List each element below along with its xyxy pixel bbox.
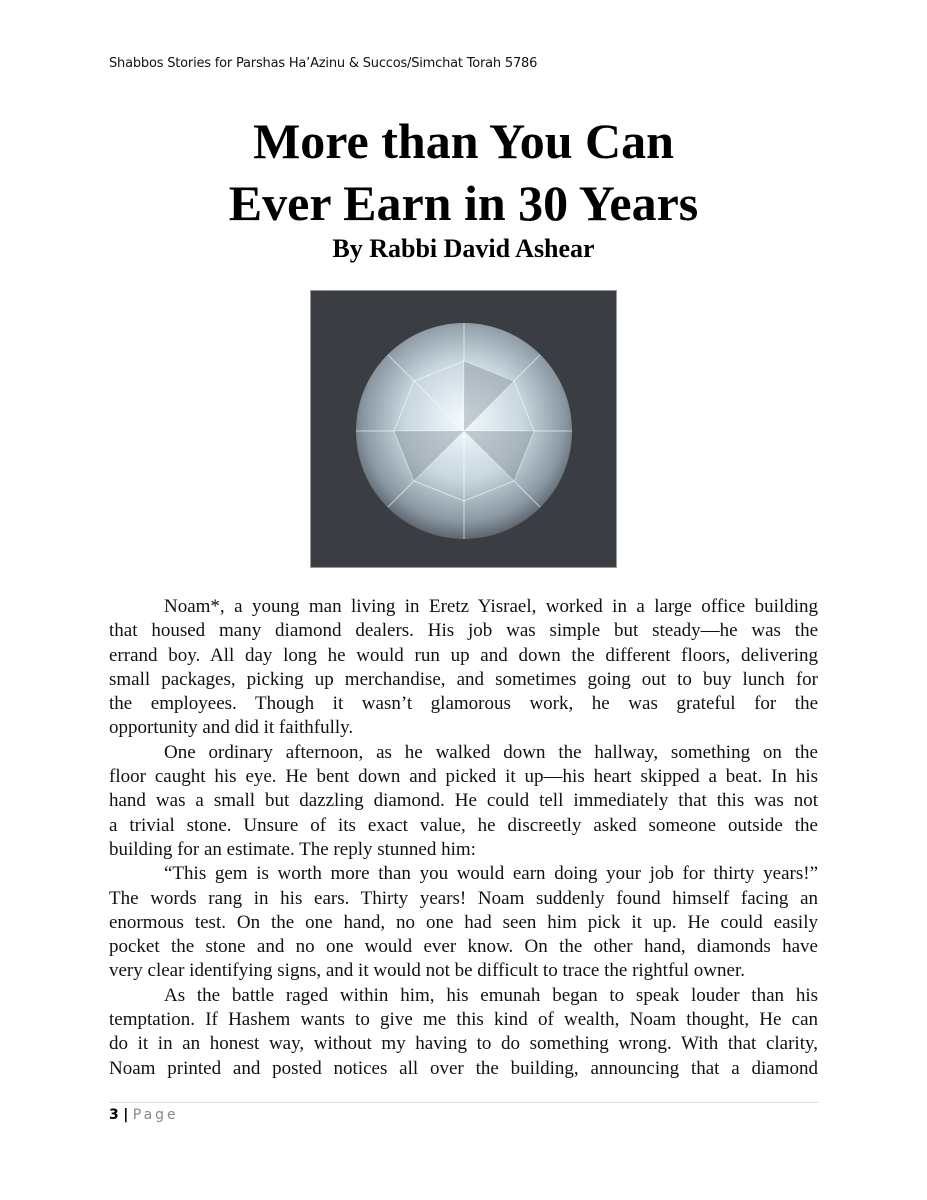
byline: By Rabbi David Ashear [332,234,595,263]
text-line: errand boy. All day long he would run up and down the different floors, delivering [109,644,818,666]
text-line: building for an estimate. The reply stunned him: [109,838,476,860]
page-footer [109,1107,179,1123]
running-header: Shabbos Stories for Parshas Ha’Azinu & Succos/Simchat Torah 5786 [109,56,538,71]
title-line-1: More than You Can [253,113,674,169]
text-line: The words rang in his ears. Thirty years! Noam suddenly found himself facing an [109,887,818,909]
text-line: very clear identifying signs, and it would not be difficult to trace the rightful owner. [109,960,745,982]
text-line: that housed many diamond dealers. His job was simple but steady—he was the [109,620,818,642]
text-line: temptation. If Hashem wants to give me this kind of wealth, Noam thought, He can [109,1009,818,1031]
text-line: a trivial stone. Unsure of its exact value, he discreetly asked someone outside the [109,814,818,836]
text-line: hand was a small but dazzling diamond. He could tell immediately that this was not [109,790,818,812]
text-line: Noam*, a young man living in Eretz Yisrael, worked in a large office building [164,596,818,617]
article-body [109,595,818,1081]
text-line: As the battle raged within him, his emunah began to speak louder than his [164,984,818,1006]
text-line: Noam printed and posted notices all over the building, announcing that a diamond [109,1057,818,1079]
text-line: pocket the stone and no one would ever know. On the other hand, diamonds have [109,936,818,958]
text-line: small packages, picking up merchandise, and sometimes going out to buy lunch for [109,668,818,690]
title-line-2: Ever Earn in 30 Years [228,175,699,231]
diamond-image [310,290,617,568]
text-line: do it in an honest way, without my having to do something wrong. With that clarity, [109,1033,818,1055]
page-label: Page [132,1107,179,1123]
text-line: enormous test. On the one hand, no one had seen him pick it up. He could easily [109,911,818,933]
footer-divider [109,1102,818,1103]
footer-separator: | [123,1107,129,1123]
text-line: “This gem is worth more than you would earn doing your job for thirty years!” [164,863,818,885]
text-line: floor caught his eye. He bent down and picked it up—his heart skipped a beat. In his [109,766,818,788]
text-line: the employees. Though it wasn’t glamorous work, he was grateful for the [109,693,818,715]
text-line: One ordinary afternoon, as he walked down the hallway, something on the [164,741,818,763]
page-number: 3 [109,1107,119,1123]
text-line: opportunity and did it faithfully. [109,717,354,739]
